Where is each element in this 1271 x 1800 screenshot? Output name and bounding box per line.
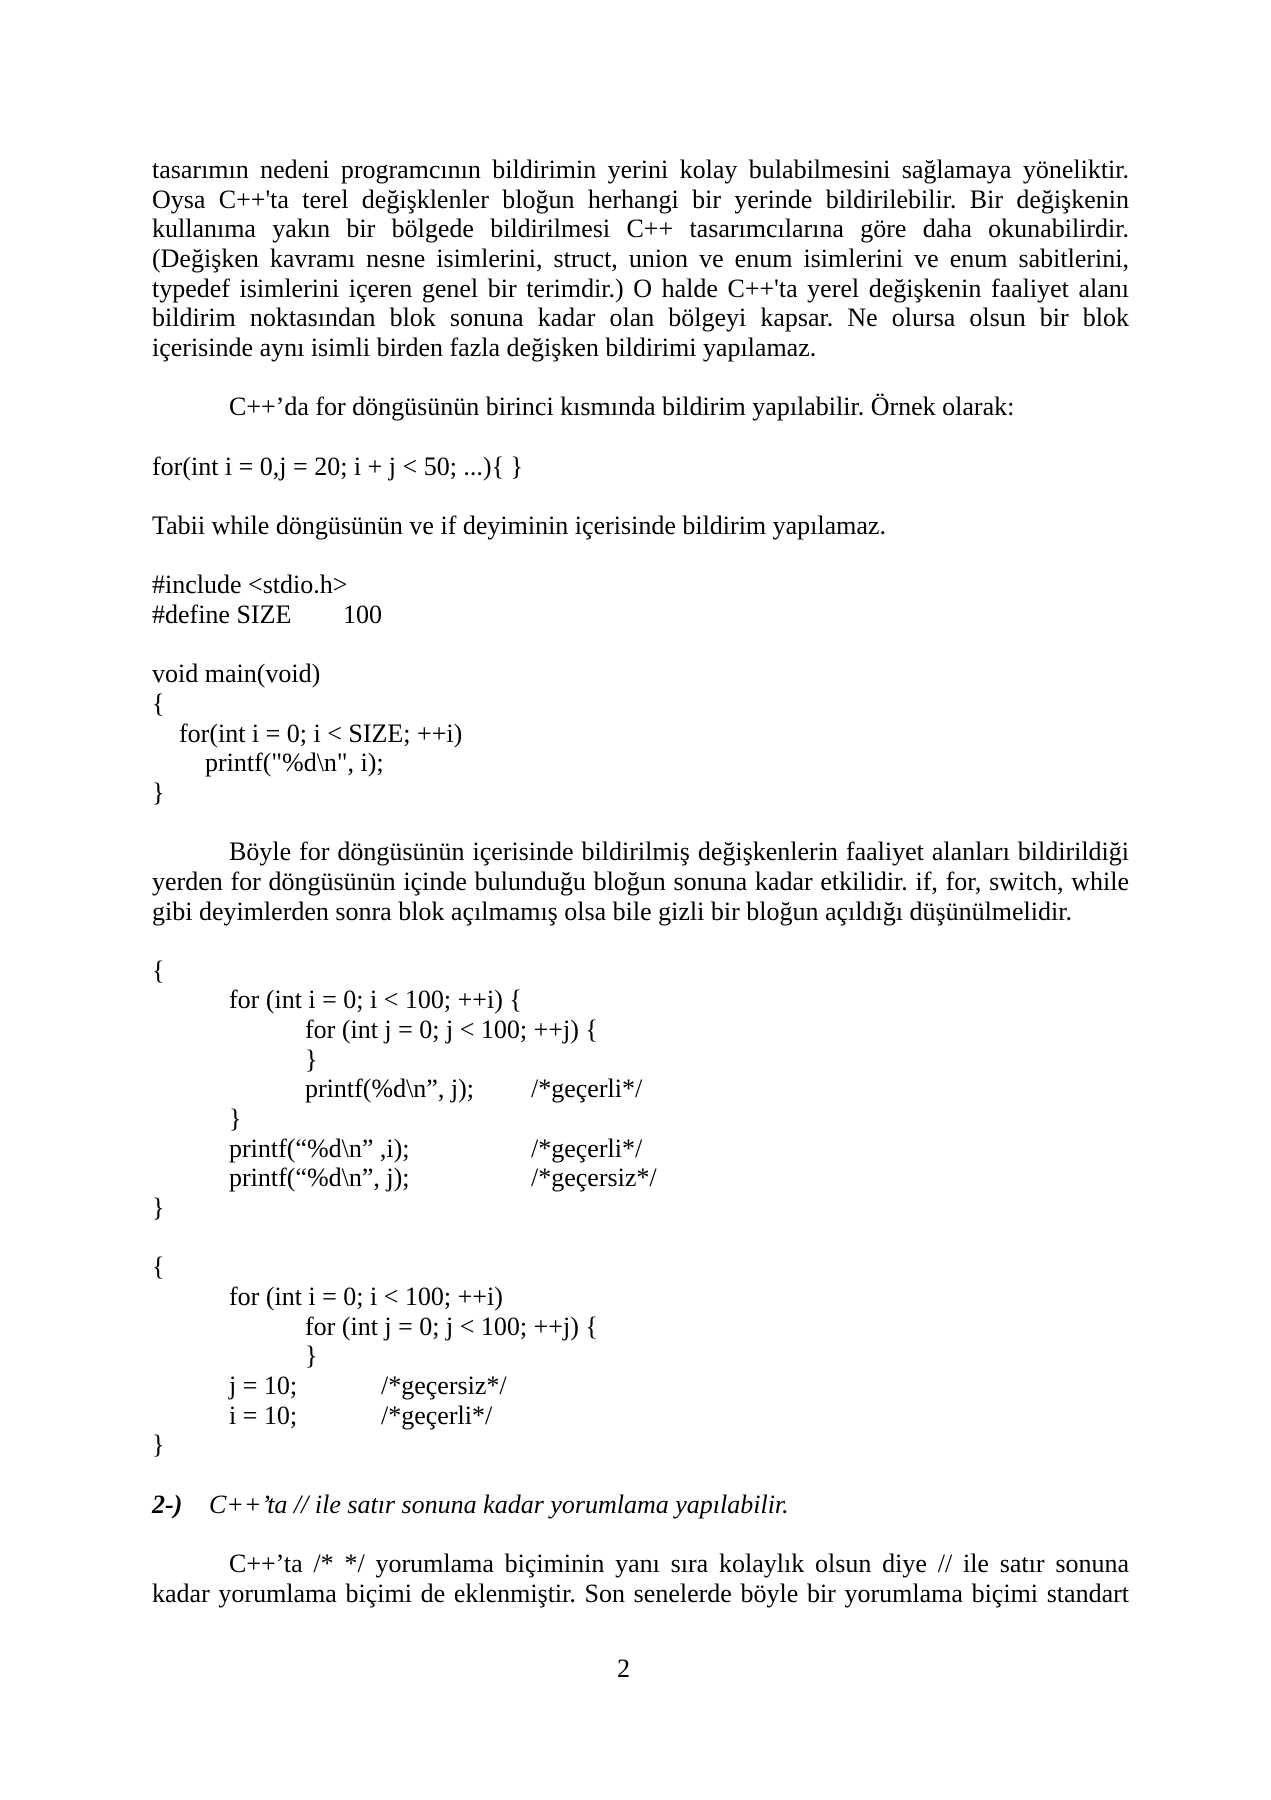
close-brace: } bbox=[152, 778, 165, 807]
code-line: i = 10; bbox=[229, 1401, 298, 1430]
define-value: 100 bbox=[343, 600, 382, 629]
paragraph-line: typedef isimlerini içeren genel bir terimdir.) O halde C++'ta yerel değişkenin faaliyet alanı bbox=[152, 274, 1129, 303]
code-comment: /*geçerli*/ bbox=[531, 1134, 643, 1163]
paragraph-line: C++’ta /* */ yorumlama biçiminin yanı sıra kolaylık olsun diye // ile satır sonuna bbox=[229, 1549, 1129, 1578]
code-line: { bbox=[152, 956, 165, 985]
paragraph-line: Oysa C++'ta terel değişklenler bloğun herhangi bir yerinde bildirilebilir. Bir değişkenin bbox=[152, 185, 1129, 214]
code-line: printf(%d\n”, j); bbox=[305, 1074, 474, 1103]
paragraph-line: (Değişken kavramı nesne isimlerini, struct, union ve enum isimlerini ve enum sabitlerini, bbox=[152, 244, 1129, 273]
code-comment: /*geçersiz*/ bbox=[531, 1163, 657, 1192]
code-line: } bbox=[305, 1341, 318, 1370]
code-line: } bbox=[305, 1045, 318, 1074]
for-statement: for(int i = 0; i < SIZE; ++i) bbox=[179, 719, 463, 748]
code-line: } bbox=[229, 1104, 242, 1133]
paragraph-for-declaration: C++’da for döngüsünün birinci kısmında bildirim yapılabilir. Örnek olarak: bbox=[229, 392, 1015, 421]
code-line: for (int i = 0; i < 100; ++i) { bbox=[229, 985, 522, 1014]
paragraph-line: kadar yorumlama biçimi de eklenmiştir. Son senelerde böyle bir yorumlama biçimi standart bbox=[152, 1579, 1129, 1608]
paragraph-line: gibi deyimlerden sonra blok açılmamış olsa bile gizli bir bloğun açıldığı düşünülmelidir. bbox=[152, 897, 1072, 926]
section-number: 2-) bbox=[152, 1490, 183, 1519]
code-line: } bbox=[152, 1430, 165, 1459]
paragraph-line: yerden for döngüsünün içinde bulunduğu bloğun sonuna kadar etkilidir. if, for, switch, while bbox=[152, 867, 1129, 896]
code-line: } bbox=[152, 1193, 165, 1222]
open-brace: { bbox=[152, 689, 165, 718]
code-comment: /*geçersiz*/ bbox=[381, 1371, 507, 1400]
printf-statement: printf("%d\n", i); bbox=[205, 748, 384, 777]
define-directive: #define SIZE bbox=[152, 600, 292, 629]
paragraph-line: tasarımın nedeni programcının bildirimin yerini kolay bulabilmesini sağlamaya yöneliktir. bbox=[152, 155, 1129, 184]
code-line: j = 10; bbox=[229, 1371, 298, 1400]
code-comment: /*geçerli*/ bbox=[531, 1074, 643, 1103]
code-comment: /*geçerli*/ bbox=[381, 1401, 493, 1430]
include-directive: #include <stdio.h> bbox=[152, 570, 348, 599]
paragraph-line: kullanıma yakın bir bölgede bildirilmesi C++ tasarımcılarına göre daha okunabilirdir. bbox=[152, 214, 1129, 243]
paragraph-line: bildirim noktasından blok sonuna kadar olan bölgeyi kapsar. Ne olursa olsun bir blok bbox=[152, 303, 1129, 332]
code-line: for (int j = 0; j < 100; ++j) { bbox=[305, 1312, 598, 1341]
page-number: 2 bbox=[617, 1654, 630, 1683]
code-line: printf(“%d\n”, j); bbox=[229, 1163, 410, 1192]
section-title: C++’ta // ile satır sonuna kadar yorumlama yapılabilir. bbox=[209, 1490, 789, 1519]
paragraph-line: içerisinde aynı isimli birden fazla değişken bildirimi yapılamaz. bbox=[152, 333, 817, 362]
paragraph-while-if-note: Tabii while döngüsünün ve if deyiminin içerisinde bildirim yapılamaz. bbox=[152, 511, 886, 540]
code-line: for (int i = 0; i < 100; ++i) bbox=[229, 1282, 503, 1311]
code-line: { bbox=[152, 1252, 165, 1281]
main-signature: void main(void) bbox=[152, 659, 321, 688]
code-line: printf(“%d\n” ,i); bbox=[229, 1134, 410, 1163]
code-line: for (int j = 0; j < 100; ++j) { bbox=[305, 1015, 598, 1044]
code-for-example: for(int i = 0,j = 20; i + j < 50; ...){ } bbox=[152, 452, 524, 481]
paragraph-line: Böyle for döngüsünün içerisinde bildirilmiş değişkenlerin faaliyet alanları bildirildiği bbox=[229, 837, 1129, 866]
